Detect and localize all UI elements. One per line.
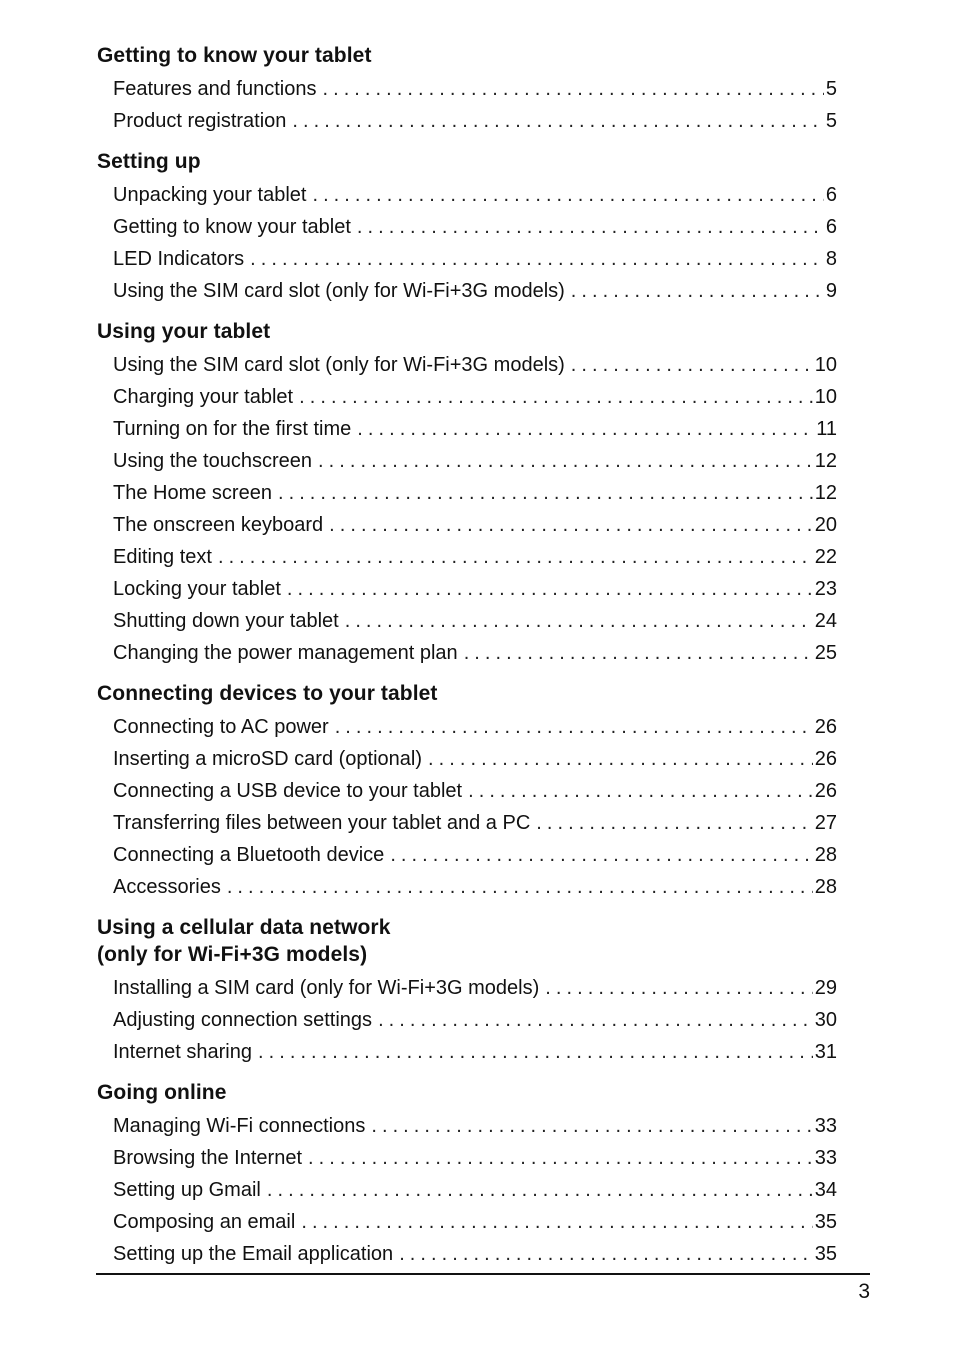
dot-leader [312, 179, 823, 211]
section-heading: Using a cellular data network (only for Wi-Fi+3G models) [97, 916, 391, 966]
toc-entry[interactable] [97, 179, 837, 211]
toc-entry-page: 23 [814, 578, 837, 600]
toc-section [97, 144, 837, 307]
toc-entry[interactable] [97, 477, 837, 509]
dot-leader [299, 381, 813, 413]
toc-entry[interactable] [97, 871, 837, 903]
dot-leader [227, 871, 813, 903]
toc-entry[interactable] [97, 275, 837, 307]
dot-leader [545, 972, 813, 1004]
toc-entry-label: Editing text [113, 546, 212, 568]
dot-leader [335, 711, 813, 743]
dot-leader [464, 637, 813, 669]
dot-leader [322, 73, 823, 105]
toc-entry-label: Setting up Gmail [113, 1179, 261, 1201]
dot-leader [390, 839, 812, 871]
toc-entry[interactable] [97, 573, 837, 605]
toc-entry-label: Inserting a microSD card (optional) [113, 748, 423, 770]
toc-entry-page: 6 [825, 216, 837, 238]
toc-entry-page: 26 [814, 716, 837, 738]
dot-leader [378, 1004, 813, 1036]
toc-entry-label: Using the touchscreen [113, 450, 313, 472]
toc-entry[interactable] [97, 839, 837, 871]
dot-leader [301, 1206, 812, 1238]
toc-entry-label: Connecting a USB device to your tablet [113, 780, 463, 802]
dot-leader [287, 573, 813, 605]
toc-entry-label: Managing Wi-Fi connections [113, 1115, 366, 1137]
toc-entry-label: Turning on for the first time [113, 418, 352, 440]
toc-entry-label: Setting up the Email application [113, 1243, 394, 1265]
toc-entry-label: Browsing the Internet [113, 1147, 302, 1169]
toc-section [97, 38, 837, 137]
toc-entry-label: Accessories [113, 876, 221, 898]
toc-entry-label: Using the SIM card slot (only for Wi-Fi+3G models) [113, 280, 565, 302]
toc-entry[interactable] [97, 711, 837, 743]
toc-entry-label: The onscreen keyboard [113, 514, 324, 536]
page-number: 3 [858, 1280, 870, 1303]
toc-entry-label: Changing the power management plan [113, 642, 458, 664]
toc-entry-page: 10 [814, 386, 837, 408]
toc-entry-label: Installing a SIM card (only for Wi-Fi+3G models) [113, 977, 540, 999]
dot-leader [308, 1142, 813, 1174]
toc-entry[interactable] [97, 1036, 837, 1068]
toc-section [97, 676, 837, 903]
toc-entry[interactable] [97, 1004, 837, 1036]
toc-entry[interactable] [97, 1206, 837, 1238]
toc-section [97, 910, 837, 1068]
toc-entry[interactable] [97, 381, 837, 413]
toc-entry-label: Transferring files between your tablet and a PC [113, 812, 531, 834]
dot-leader [258, 1036, 813, 1068]
toc-entry-page: 29 [814, 977, 837, 999]
dot-leader [468, 775, 813, 807]
toc-entry[interactable] [97, 1238, 837, 1270]
dot-leader [250, 243, 824, 275]
toc-entry-page: 20 [814, 514, 837, 536]
toc-entry-label: Internet sharing [113, 1041, 252, 1063]
table-of-contents [97, 38, 837, 1270]
dot-leader [278, 477, 813, 509]
toc-entry[interactable] [97, 1174, 837, 1206]
toc-entry[interactable] [97, 605, 837, 637]
toc-entry-page: 27 [814, 812, 837, 834]
toc-entry-label: Product registration [113, 110, 287, 132]
toc-entry-page: 11 [816, 418, 837, 440]
toc-entry-page: 35 [814, 1211, 837, 1233]
toc-entry[interactable] [97, 1142, 837, 1174]
toc-entry-label: Charging your tablet [113, 386, 294, 408]
toc-entry[interactable] [97, 413, 837, 445]
toc-entry[interactable] [97, 972, 837, 1004]
section-heading: Getting to know your tablet [97, 44, 372, 67]
toc-entry-label: Unpacking your tablet [113, 184, 307, 206]
dot-leader [292, 105, 823, 137]
toc-entry-page: 22 [814, 546, 837, 568]
toc-entry-page: 9 [825, 280, 837, 302]
toc-entry[interactable] [97, 775, 837, 807]
toc-entry[interactable] [97, 1110, 837, 1142]
toc-entry-label: Getting to know your tablet [113, 216, 351, 238]
toc-entry-page: 5 [825, 110, 837, 132]
toc-entry-page: 10 [814, 354, 837, 376]
toc-entry-page: 5 [825, 78, 837, 100]
toc-entry[interactable] [97, 637, 837, 669]
toc-entry-label: The Home screen [113, 482, 272, 504]
toc-entry-label: Connecting a Bluetooth device [113, 844, 385, 866]
toc-entry-label: Adjusting connection settings [113, 1009, 373, 1031]
dot-leader [329, 509, 813, 541]
footer-divider [96, 1273, 870, 1275]
toc-entry[interactable] [97, 349, 837, 381]
toc-entry-page: 12 [814, 482, 837, 504]
dot-leader [571, 275, 824, 307]
toc-entry[interactable] [97, 243, 837, 275]
dot-leader [357, 413, 814, 445]
section-heading: Using your tablet [97, 320, 271, 343]
toc-entry[interactable] [97, 541, 837, 573]
dot-leader [536, 807, 812, 839]
dot-leader [345, 605, 813, 637]
toc-entry-page: 6 [825, 184, 837, 206]
section-heading: Connecting devices to your tablet [97, 682, 438, 705]
toc-entry-page: 35 [814, 1243, 837, 1265]
toc-entry[interactable] [97, 105, 837, 137]
toc-entry[interactable] [97, 445, 837, 477]
section-heading: Setting up [97, 150, 201, 173]
toc-entry-page: 33 [814, 1147, 837, 1169]
toc-entry-label: Connecting to AC power [113, 716, 329, 738]
dot-leader [218, 541, 813, 573]
toc-entry-page: 28 [814, 876, 837, 898]
toc-section [97, 314, 837, 669]
toc-entry[interactable] [97, 509, 837, 541]
toc-section [97, 1075, 837, 1270]
toc-entry-label: Using the SIM card slot (only for Wi-Fi+3G models) [113, 354, 565, 376]
dot-leader [357, 211, 824, 243]
toc-entry-page: 31 [814, 1041, 837, 1063]
dot-leader [399, 1238, 813, 1270]
toc-entry-label: Locking your tablet [113, 578, 281, 600]
dot-leader [267, 1174, 813, 1206]
section-heading: Going online [97, 1081, 227, 1104]
toc-entry[interactable] [97, 211, 837, 243]
dot-leader [318, 445, 813, 477]
toc-entry-page: 33 [814, 1115, 837, 1137]
toc-entry-label: LED Indicators [113, 248, 245, 270]
toc-entry-label: Composing an email [113, 1211, 296, 1233]
toc-entry-page: 34 [814, 1179, 837, 1201]
toc-entry-page: 28 [814, 844, 837, 866]
dot-leader [571, 349, 813, 381]
dot-leader [428, 743, 813, 775]
toc-entry[interactable] [97, 73, 837, 105]
toc-entry-label: Features and functions [113, 78, 317, 100]
toc-entry[interactable] [97, 807, 837, 839]
toc-entry-page: 8 [825, 248, 837, 270]
toc-entry[interactable] [97, 743, 837, 775]
toc-entry-page: 26 [814, 748, 837, 770]
toc-entry-page: 26 [814, 780, 837, 802]
dot-leader [371, 1110, 812, 1142]
toc-entry-page: 30 [814, 1009, 837, 1031]
toc-entry-page: 25 [814, 642, 837, 664]
toc-entry-page: 24 [814, 610, 837, 632]
toc-entry-label: Shutting down your tablet [113, 610, 339, 632]
toc-entry-page: 12 [814, 450, 837, 472]
